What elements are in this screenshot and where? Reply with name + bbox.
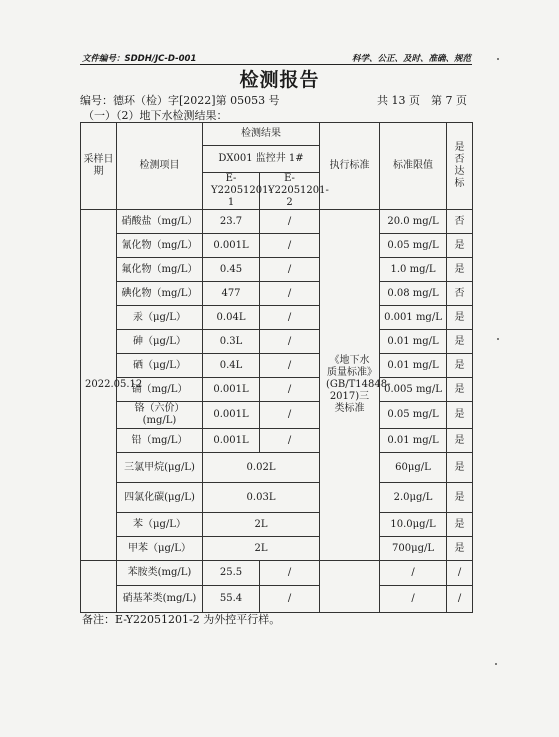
compliant-cell: 否 [447, 210, 473, 234]
compliant-cell: / [447, 586, 473, 613]
compliant-cell: 是 [447, 483, 473, 513]
remark: 备注：E-Y22051201-2 为外控平行样。 [82, 613, 281, 626]
header-motto: 科学、公正、及时、准确、规范 [351, 54, 471, 64]
result-sample-1-cell: 477 [203, 282, 260, 306]
item-cell: 甲苯（μg/L） [117, 537, 203, 561]
item-cell: 碘化物（mg/L） [117, 282, 203, 306]
limit-cell: 0.001 mg/L [380, 306, 447, 330]
scan-speck [495, 663, 497, 665]
limit-cell: 10.0μg/L [380, 513, 447, 537]
scan-speck [497, 58, 499, 60]
result-sample-1-cell: 0.001L [203, 402, 260, 429]
table-row [81, 330, 473, 354]
result-sample-2-cell: / [260, 330, 320, 354]
compliant-cell: 是 [447, 306, 473, 330]
result-sample-1-cell: 0.3L [203, 330, 260, 354]
item-cell: 铬（六价）(mg/L) [117, 402, 203, 429]
report-title: 检测报告 [239, 69, 320, 91]
compliant-cell: 是 [447, 537, 473, 561]
compliant-cell: / [447, 561, 473, 586]
compliant-cell: 是 [447, 258, 473, 282]
limit-cell: 0.05 mg/L [380, 402, 447, 429]
limit-cell: / [380, 561, 447, 586]
limit-cell: 0.08 mg/L [380, 282, 447, 306]
limit-cell: / [380, 586, 447, 613]
compliant-cell: 是 [447, 354, 473, 378]
table-row [81, 402, 473, 429]
result-sample-2-cell: / [260, 429, 320, 453]
result-sample-2-cell: / [260, 378, 320, 402]
limit-cell: 0.01 mg/L [380, 429, 447, 453]
result-sample-2-cell: / [260, 306, 320, 330]
empty-date-cell [81, 561, 117, 613]
result-sample-1-cell: 0.04L [203, 306, 260, 330]
item-cell: 镉（mg/L） [117, 378, 203, 402]
result-merged-cell: 0.02L [203, 453, 320, 483]
limit-cell: 2.0μg/L [380, 483, 447, 513]
table-row [81, 234, 473, 258]
header-results: 检测结果 [203, 123, 320, 146]
results-table [80, 122, 473, 613]
table-row [81, 306, 473, 330]
result-sample-2-cell: / [260, 586, 320, 613]
result-sample-1-cell: 0.001L [203, 378, 260, 402]
header-sample-1: E-Y22051201-1 [203, 173, 260, 210]
item-cell: 硝基苯类(mg/L) [117, 586, 203, 613]
result-merged-cell: 2L [203, 537, 320, 561]
limit-cell: 0.005 mg/L [380, 378, 447, 402]
result-sample-2-cell: / [260, 402, 320, 429]
limit-cell: 0.01 mg/L [380, 354, 447, 378]
compliant-cell: 是 [447, 378, 473, 402]
table-row [81, 483, 473, 513]
result-sample-2-cell: / [260, 282, 320, 306]
table-header [81, 123, 473, 210]
result-sample-1-cell: 55.4 [203, 586, 260, 613]
header-test-item: 检测项目 [117, 123, 203, 210]
item-cell: 三氯甲烷(μg/L) [117, 453, 203, 483]
result-sample-1-cell: 25.5 [203, 561, 260, 586]
result-sample-1-cell: 23.7 [203, 210, 260, 234]
item-cell: 硒（μg/L） [117, 354, 203, 378]
compliant-cell: 是 [447, 234, 473, 258]
header-compliant: 是否达标 [447, 123, 473, 210]
result-sample-1-cell: 0.001L [203, 234, 260, 258]
item-cell: 汞（μg/L） [117, 306, 203, 330]
compliant-cell: 否 [447, 282, 473, 306]
result-sample-2-cell: / [260, 561, 320, 586]
compliant-cell: 是 [447, 513, 473, 537]
limit-cell: 1.0 mg/L [380, 258, 447, 282]
result-sample-1-cell: 0.4L [203, 354, 260, 378]
item-cell: 氟化物（mg/L） [117, 258, 203, 282]
header-limit: 标准限值 [380, 123, 447, 210]
result-sample-1-cell: 0.45 [203, 258, 260, 282]
header-sampling-date: 采样日期 [81, 123, 117, 210]
empty-standard-cell [320, 561, 380, 613]
result-merged-cell: 0.03L [203, 483, 320, 513]
header-standard: 执行标准 [320, 123, 380, 210]
limit-cell: 0.01 mg/L [380, 330, 447, 354]
limit-cell: 700μg/L [380, 537, 447, 561]
table-row [81, 354, 473, 378]
header-monitoring-well: DX001 监控井 1# [203, 146, 320, 173]
compliant-cell: 是 [447, 402, 473, 429]
result-sample-2-cell: / [260, 354, 320, 378]
section-heading: （一）（2）地下水检测结果： [83, 109, 228, 122]
table-row [81, 258, 473, 282]
item-cell: 硝酸盐（mg/L） [117, 210, 203, 234]
table-row [81, 282, 473, 306]
limit-cell: 60μg/L [380, 453, 447, 483]
header-sample-2: E-Y22051201-2 [260, 173, 320, 210]
result-sample-2-cell: / [260, 234, 320, 258]
limit-cell: 20.0 mg/L [380, 210, 447, 234]
result-sample-2-cell: / [260, 210, 320, 234]
table-row [81, 586, 473, 613]
document-number: 编号：德环（检）字[2022]第 05053 号 [80, 94, 280, 107]
table-row [81, 561, 473, 586]
item-cell: 铅（mg/L） [117, 429, 203, 453]
table-row [81, 453, 473, 483]
item-cell: 砷（μg/L） [117, 330, 203, 354]
item-cell: 苯（μg/L） [117, 513, 203, 537]
compliant-cell: 是 [447, 429, 473, 453]
item-cell: 氰化物（mg/L） [117, 234, 203, 258]
page-count: 共 13 页 第 7 页 [377, 94, 467, 107]
limit-cell: 0.05 mg/L [380, 234, 447, 258]
standard-cell: 《地下水质量标准》(GB/T14848-2017)三类标准 [320, 210, 380, 561]
table-row [81, 429, 473, 453]
compliant-cell: 是 [447, 453, 473, 483]
result-sample-2-cell: / [260, 258, 320, 282]
sampling-date-cell: 2022.05.12 [81, 210, 117, 561]
item-cell: 苯胺类(mg/L) [117, 561, 203, 586]
compliant-cell: 是 [447, 330, 473, 354]
table-row [81, 210, 473, 234]
result-merged-cell: 2L [203, 513, 320, 537]
scan-speck [497, 338, 499, 340]
table-body [81, 210, 473, 613]
file-number: 文件编号：SDDH/JC-D-001 [82, 54, 197, 64]
result-sample-1-cell: 0.001L [203, 429, 260, 453]
table-row [81, 537, 473, 561]
table-row [81, 513, 473, 537]
item-cell: 四氯化碳(μg/L) [117, 483, 203, 513]
